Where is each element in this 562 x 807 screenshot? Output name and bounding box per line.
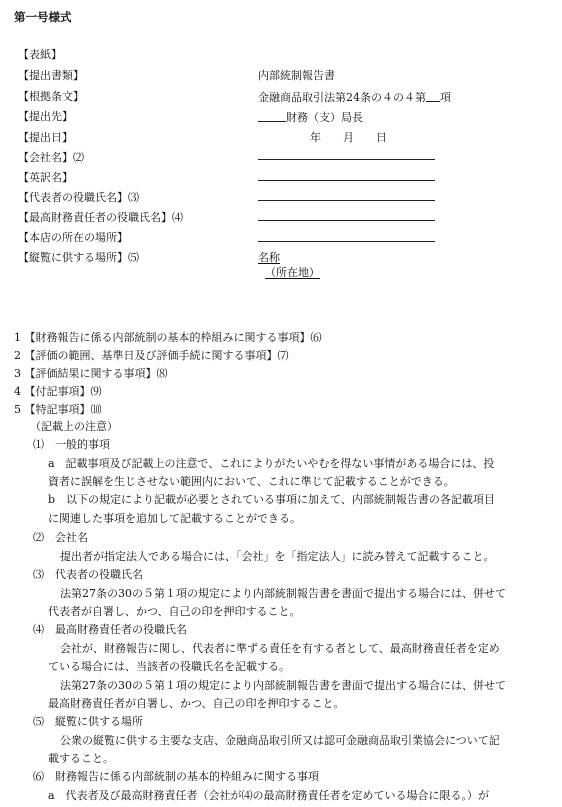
form-title: 第一号様式 — [14, 10, 72, 24]
label-cfo: 【最高財務責任者の役職氏名】⑷ — [18, 211, 183, 224]
legal-basis-prefix: 金融商品取引法第24条の４の４第 — [258, 91, 426, 104]
note-line: b 以下の規定により記載が必要とされている事項に加えて、内部統制報告書の各記載項目 — [48, 493, 495, 506]
note-line: a 記載事項及び記載上の注意で、これによりがたいやむを得ない事情がある場合には、投 — [48, 457, 495, 470]
representative-line — [258, 200, 435, 201]
note-line: ⑹ 財務報告に係る内部統制の基本的枠組みに関する事項 — [33, 770, 319, 783]
note-line: 載すること。 — [48, 752, 114, 765]
note-line: 法第27条の30の５第１項の規定により内部統制報告書を書面で提出する場合には、併せて — [60, 679, 506, 692]
label-company-name: 【会社名】⑵ — [18, 151, 84, 164]
note-line: ⑵ 会社名 — [33, 531, 88, 544]
note-line: ⑷ 最高財務責任者の役職氏名 — [33, 623, 187, 636]
label-document-type: 【提出書類】 — [18, 69, 84, 82]
note-line: 法第27条の30の５第１項の規定により内部統制報告書を書面で提出する場合には、併せて — [60, 587, 506, 600]
label-representative: 【代表者の役職氏名】⑶ — [18, 191, 139, 204]
note-line: に関連した事項を追加して記載することができる。 — [48, 512, 301, 525]
note-line: ている場合には、当該者の役職氏名を記載する。 — [48, 660, 290, 673]
cfo-line — [258, 220, 435, 221]
label-english-name: 【英訳名】 — [18, 171, 73, 184]
cover-header: 【表紙】 — [18, 48, 62, 61]
note-line: 最高財務責任者が自署し、かつ、自己の印を押印すること。 — [48, 697, 345, 710]
item-3: 3 【評価結果に関する事項】⑻ — [14, 367, 168, 380]
value-submit-date: 年 月 日 — [310, 131, 387, 144]
label-legal-basis: 【根拠条文】 — [18, 90, 84, 103]
item-4: 4 【付記事項】⑼ — [14, 385, 102, 398]
submit-to-blank — [258, 111, 286, 122]
inspection-address: （所在地） — [265, 266, 320, 279]
notes-title: （記載上の注意） — [30, 420, 118, 433]
label-submit-date: 【提出日】 — [18, 131, 73, 144]
item-2: 2 【評価の範囲、基準日及び評価手続に関する事項】⑺ — [14, 349, 289, 362]
note-line: 会社が、財務報告に関し、代表者に準ずる責任を有する者として、最高財務責任者を定め — [60, 642, 500, 655]
submit-to-text: 財務（支）局長 — [286, 111, 363, 124]
note-line: 提出者が指定法人である場合には、「会社」を「指定法人」に読み替えて記載すること。 — [60, 550, 495, 563]
note-line: 代表者が自署し、かつ、自己の印を押印すること。 — [48, 605, 301, 618]
value-legal-basis — [258, 91, 451, 103]
item-1: 1 【財務報告に係る内部統制の基本的枠組みに関する事項】⑹ — [14, 331, 322, 344]
note-line: ⑸ 縦覧に供する場所 — [33, 715, 143, 728]
item-5: 5 【特記事項】⑽ — [14, 403, 102, 416]
note-line: 公衆の縦覧に供する主要な支店、金融商品取引所又は認可金融商品取引業協会について記 — [60, 734, 500, 747]
note-line: ⑴ 一般的事項 — [33, 438, 110, 451]
legal-basis-blank — [426, 91, 440, 102]
label-head-office: 【本店の所在の場所】 — [18, 231, 128, 244]
company-name-line — [258, 159, 435, 160]
head-office-line — [258, 241, 435, 242]
note-line: a 代表者及び最高財務責任者（会社が⑷の最高財務責任者を定めている場合に限る。）が — [48, 789, 490, 802]
legal-basis-suffix: 項 — [440, 91, 451, 104]
label-public-inspection: 【縦覧に供する場所】⑸ — [18, 251, 139, 264]
value-submit-to — [258, 111, 363, 123]
note-line: ⑶ 代表者の役職氏名 — [33, 568, 143, 581]
label-submit-to: 【提出先】 — [18, 110, 73, 123]
note-line: 資者に誤解を生じさせない範囲内において、これに準じて記載することができる。 — [48, 475, 455, 488]
english-name-line — [258, 180, 435, 181]
inspection-name: 名称 — [258, 251, 280, 264]
value-document-type: 内部統制報告書 — [258, 69, 335, 82]
